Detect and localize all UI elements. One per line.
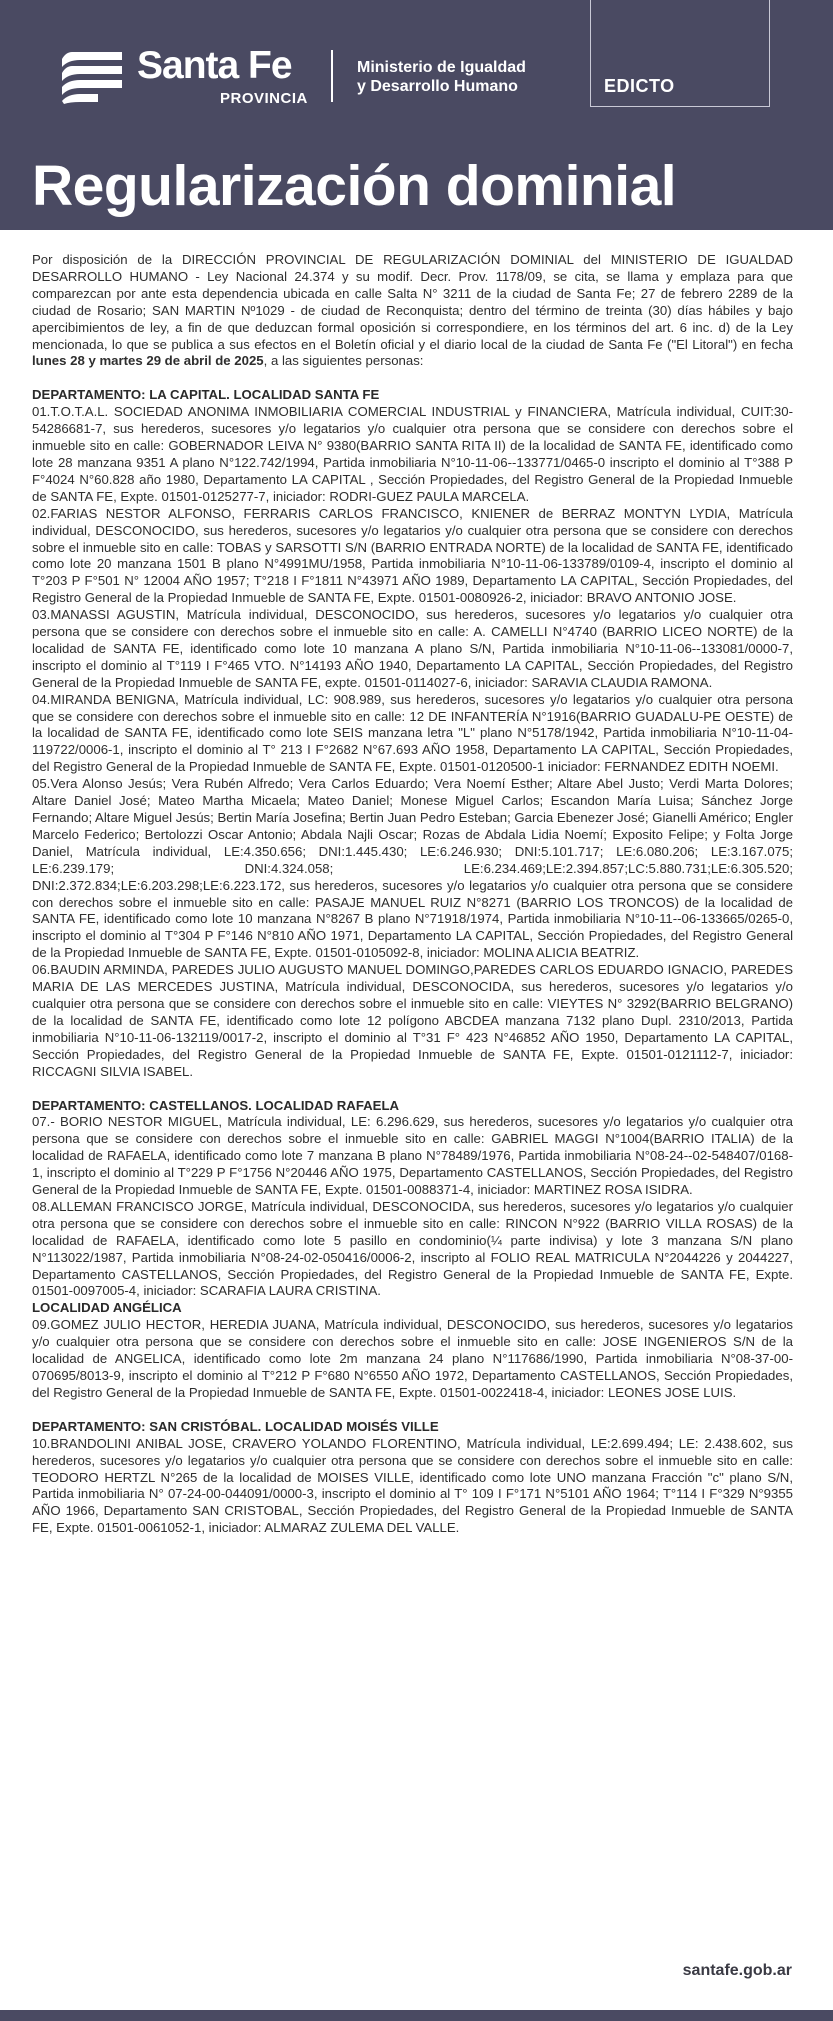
ministry-line-1: Ministerio de Igualdad [357, 59, 526, 76]
santa-fe-logo-icon [58, 50, 128, 104]
section-spacer [32, 1402, 793, 1419]
entry-02: 02.FARIAS NESTOR ALFONSO, FERRARIS CARLOS FRANCISCO, KNIENER de BERRAZ MONTYN LYDIA, Matrícula individual, DESCONOCIDO, sus herederos, sucesores y/o legatarios y/o cualquier otra persona que se considere con derechos sobre el inmueble sito en calle: TOBAS y SARSOTTI S/N (BARRIO ENTRADA NORTE) de la localidad de SANTA FE, identificado como lote 20 manzana 1501 B plano N°4991MU/1958, Partida inmobiliaria N°10-11-06-133789/0109-4, inscripto el dominio al T°203 P F°501 N° 12004 AÑO 1957; T°218 I F°1811 N°43971 AÑO 1989, Departamento LA CAPITAL, Sección Propiedades, del Registro General de la Propiedad Inmueble de SANTA FE, Expte. 01501-0080926-2, iniciador: BRAVO ANTONIO JOSE. [32, 505, 793, 606]
intro-text-end: , a las siguientes personas: [263, 353, 424, 369]
footer-bar [0, 2010, 833, 2021]
section-heading-san-cristobal: DEPARTAMENTO: SAN CRISTÓBAL. LOCALIDAD MOISÉS VILLE [32, 1418, 439, 1434]
entry-03: 03.MANASSI AGUSTIN, Matrícula individual, DESCONOCIDO, sus herederos, sucesores y/o legatarios y/o cualquier otra persona que se considere con derechos sobre el inmueble sito en calle: A. CAMELLI N°4740 (BARRIO LICEO NORTE) de la localidad de SANTA FE, identificado como lote 10 manzana A plano S/N, Partida inmobiliaria N°10-11-06--133081/0000-7, inscripto el dominio al T°119 I F°465 VTO. N°14193 AÑO 1940, Departamento LA CAPITAL, Sección Propiedades, del Registro General de la Propiedad Inmueble de SANTA FE, expte. 01501-0114027-6, iniciador: SARAVIA CLAUDIA RAMONA. [32, 607, 793, 690]
header-divider [331, 50, 333, 102]
intro-text: Por disposición de la DIRECCIÓN PROVINCIAL DE REGULARIZACIÓN DOMINIAL del MINISTERIO DE IGUALDAD DESARROLLO HUMANO - Ley Nacional 24.374 y su modif. Decr. Prov. 1178/09, se cita, se llama y emplaza para que comparezcan por ante esta dependencia ubicada en calle Salta N° 3211 de la ciudad de Santa Fe; 27 de febrero 2289 de la ciudad de Rosario; SAN MARTIN Nº1029 - de ciudad de Reconquista; dentro del término de treinta (30) días hábiles y bajo apercibimientos de ley, a fin de que deduzcan formal oposición si correspondiere, en los términos del art. 6 inc. d) de la Ley mencionada, lo que se publica a sus efectos en el Boletín oficial y el diario local de la ciudad de Santa Fe ("El Litoral") en fecha [32, 252, 793, 352]
ministry-name [357, 58, 526, 96]
website-link[interactable]: santafe.gob.ar [682, 1962, 792, 1979]
sub-heading-angelica: LOCALIDAD ANGÉLICA [32, 1300, 182, 1316]
section-spacer [32, 1081, 793, 1098]
edict-body [32, 252, 793, 1537]
header-banner [0, 0, 833, 230]
section-heading-castellanos: DEPARTAMENTO: CASTELLANOS. LOCALIDAD RAFAELA [32, 1097, 400, 1113]
entry-07: 07.- BORIO NESTOR MIGUEL, Matrícula individual, LE: 6.296.629, sus herederos, sucesores y/o legatarios y/o cualquier otra persona que se considere con derechos sobre el inmueble sito en calle: GABRIEL MAGGI N°1004(BARRIO ITALIA) de la localidad de RAFAELA, identificado como lote 7 manzana B plano N°78489/1976, Partida inmobiliaria N°08-24--02-548407/0168-1, inscripto el dominio al T°229 P F°1756 N°20446 AÑO 1975, Departamento CASTELLANOS, Sección Propiedades, del Registro General de la Propiedad Inmueble de SANTA FE, Expte. 01501-0088371-4, iniciador: MARTINEZ ROSA ISIDRA. [32, 1114, 793, 1198]
brand-name: Santa Fe [137, 44, 292, 87]
publication-dates: lunes 28 y martes 29 de abril de 2025 [32, 353, 264, 369]
entry-01: 01.T.O.T.A.L. SOCIEDAD ANONIMA INMOBILIARIA COMERCIAL INDUSTRIAL y FINANCIERA, Matrícula individual, CUIT:30-54286681-7, sus herederos, sucesores y/o legatarios y/o cualquier otra persona que se considere con derechos sobre el inmueble sito en calle: GOBERNADOR LEIVA N° 9380(BARRIO SANTA RITA II) de la localidad de SANTA FE, identificado como lote 28 manzana 9351 A plano N°122.742/1994, Partida inmobiliaria N°10-11-06--133771/0465-0 inscripto el dominio al T°388 P F°4024 N°60.828 año 1980, Departamento LA CAPITAL , Sección Propiedades, del Registro General de la Propiedad Inmueble de SANTA FE, Expte. 01501-0125277-7, iniciador: RODRI-GUEZ PAULA MARCELA. [32, 404, 793, 504]
entry-05: 05.Vera Alonso Jesús; Vera Rubén Alfredo; Vera Carlos Eduardo; Vera Noemí Esther; Altare Abel Justo; Verdi Marta Dolores; Altare Daniel José; Mateo Martha Micaela; Mateo Daniel; Monese Miguel Carlos; Escandon María Luisa; Sánchez Jorge Fernando; Altare Miguel Jesús; Bertin María Josefina; Bertin Juan Pedro Esteban; Garcia Ebenezer José; Gianelli Américo; Engler Marcelo Federico; Bertolozzi Oscar Antonio; Abdala Najli Oscar; Rozas de Abdala Lidia Noemí; Exposito Felipe; y Folta Jorge Daniel, Matrícula individual, LE:4.350.656; DNI:1.445.430; LE:6.246.930; DNI:5.101.717; LE:6.080.206; LE:3.167.075; LE:6.239.179; DNI:4.324.058; LE:6.234.469;LE:2.394.857;LC:5.880.731;LE:6.305.520; DNI:2.372.834;LE:6.203.298;LE:6.223.172, sus herederos, sucesores y/o legatarios y/o cualquier otra persona que se considere con derechos sobre el inmueble sito en calle: PASAJE MANUEL RUIZ N°8271 (BARRIO LOS TRONCOS) de la localidad de SANTA FE, identificado como lote 10 manzana N°8267 B plano N°71918/1974, Partida inmobiliaria N°10-11--06-133665/0265-0, inscripto el dominio al T°304 P F°146 N°810 AÑO 1971, Departamento LA CAPITAL, Sección Propiedades, del Registro General de la Propiedad Inmueble de SANTA FE, Expte. 01501-0105092-8, iniciador: MOLINA ALICIA BEATRIZ. [32, 776, 793, 961]
edicto-label: EDICTO [604, 76, 675, 96]
entry-04: 04.MIRANDA BENIGNA, Matrícula individual, LC: 908.989, sus herederos, sucesores y/o legatarios y/o cualquier otra persona que se considere con derechos sobre el inmueble sito en calle: 12 DE INFANTERÍA N°1916(BARRIO GUADALU-PE OESTE) de la localidad de SANTA FE, identificado como lote SEIS manzana letra "L" plano N°5178/1942, Partida inmobiliaria N°10-11-04-119722/0006-1, inscripto el dominio al T° 213 I F°2682 N°67.693 AÑO 1958, Departamento LA CAPITAL, Sección Propiedades, del Registro General de la Propiedad Inmueble de SANTA FE, Expte. 01501-0120500-1 iniciador: FERNANDEZ EDITH NOEMI. [32, 691, 793, 775]
entry-10: 10.BRANDOLINI ANIBAL JOSE, CRAVERO YOLANDO FLORENTINO, Matrícula individual, LE:2.699.494; LE: 2.438.602, sus herederos, sucesores y/o legatarios y/o cualquier otra persona que se considere con derechos sobre el inmueble sito en calle: TEODORO HERTZL N°265 de la localidad de MOISES VILLE, identificado como lote UNO manzana Fracción "c" plano S/N, Partida inmobiliaria N° 07-24-00-044091/0000-3, inscripto el dominio al T° 109 I F°171 N°5101 AÑO 1964; T°114 I F°329 N°9355 AÑO 1966, Departamento SAN CRISTOBAL, Sección Propiedades, del Registro General de la Propiedad Inmueble de SANTA FE, Expte. 01501-0061052-1, iniciador: ALMARAZ ZULEMA DEL VALLE. [32, 1435, 793, 1536]
entry-09: 09.GOMEZ JULIO HECTOR, HEREDIA JUANA, Matrícula individual, DESCONOCIDO, sus herederos, sucesores y/o legatarios y/o cualquier otra persona que se considere con derechos sobre el inmueble sito en calle: JOSE INGENIEROS S/N de la localidad de ANGELICA, identificado como lote 2m manzana 24 plano N°117686/1990, Partida inmobiliaria N°08-37-00-070695/8013-9, inscripto el dominio al T°212 P F°680 N°6550 AÑO 1972, Departamento CASTELLANOS, Sección Propiedades, del Registro General de la Propiedad Inmueble de SANTA FE, Expte. 01501-0022418-4, iniciador: LEONES JOSE LUIS. [32, 1317, 793, 1400]
intro-paragraph [32, 252, 793, 370]
brand-subtitle: PROVINCIA [220, 90, 308, 107]
ministry-line-2: y Desarrollo Humano [357, 78, 518, 95]
page-title: Regularización dominial [32, 154, 677, 218]
entry-06: 06.BAUDIN ARMINDA, PAREDES JULIO AUGUSTO MANUEL DOMINGO,PAREDES CARLOS EDUARDO IGNACIO, PAREDES MARIA DE LAS MERCEDES JUSTINA, Matrícula individual, DESCONOCIDA, sus herederos, sucesores y/o legatarios y/o cualquier otra persona que se considere con derechos sobre el inmueble sito en calle: VIEYTES N° 3292(BARRIO BELGRANO) de la localidad de SANTA FE, identificado como lote 12 polígono ABCDEA manzana 7132 plano Dupl. 2310/2013, Partida inmobiliaria N°10-11-06-132119/0017-2, inscripto el dominio al T°31 F° 423 N°46852 AÑO 1950, Departamento LA CAPITAL, Sección Propiedades, del Registro General de la Propiedad Inmueble de SANTA FE, Expte. 01501-0121112-7, iniciador: RICCAGNI SILVIA ISABEL. [32, 962, 793, 1079]
section-heading-la-capital: DEPARTAMENTO: LA CAPITAL. LOCALIDAD SANTA FE [32, 387, 380, 403]
entry-08: 08.ALLEMAN FRANCISCO JORGE, Matrícula individual, DESCONOCIDA, sus herederos, sucesores y/o legatarios y/o cualquier otra persona que se considere con derechos sobre el inmueble sito en calle: RINCON N°922 (BARRIO VILLA ROSAS) de la localidad de RAFAELA, identificado como lote 5 pasillo en condominio(¼ parte indivisa) y lote 3 manzana S/N plano N°113022/1987, Partida inmobiliaria N°08-24-02-050416/0006-2, inscripto al FOLIO REAL MATRICULA N°2044226 y 2044227, Departamento CASTELLANOS, Sección Propiedades, del Registro General de la Propiedad Inmueble de SANTA FE, Expte. 01501-0097005-4, iniciador: SCARAFIA LAURA CRISTINA. [32, 1198, 793, 1299]
